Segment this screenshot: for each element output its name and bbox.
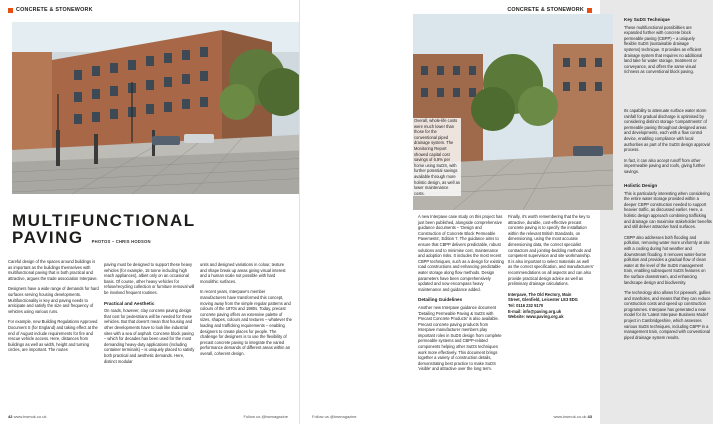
paragraph: Careful design of the spaces around buildings is as important as the buildings themselves with multifunctional paving that is both practical and attractive, argues the trade association Interpave. xyxy=(8,259,98,281)
subheading: Holistic Design xyxy=(624,183,658,188)
paragraph: In fact, it can also accept runoff from other impermeable paving and roofs, giving further savings. xyxy=(624,157,706,174)
section-marker-icon xyxy=(587,8,592,13)
section-label: CONCRETE & STONEWORK xyxy=(507,7,584,13)
left-column-2 xyxy=(104,262,196,369)
email-link[interactable]: E-mail: info@paving.org.uk xyxy=(508,308,562,314)
running-head-right xyxy=(507,7,592,13)
paragraph: Finally, it's worth remembering that the key to attractive, durable, cost-effective precast concrete paving is to specify the installation within the relevant British Standards, on dimensioning, using the most accurate dimensioning data, the correct specialist contractors and jointing-bedding methods and competent supervision and site workmanship. It is also important to select materials as well as the correct specification, and manufacturers' recommendations on all aspects and can also provide practical design advice as well as preliminary drainage calculations. xyxy=(508,214,594,287)
left-page xyxy=(0,0,300,424)
photo-credit: PHOTOS – CHRIS HODSON xyxy=(91,239,151,244)
running-head-left xyxy=(8,7,93,13)
paragraph: These multifunctional possibilities are expanded further with concrete block permeable paving (CBPP) – a uniquely flexible SuDS (sustainable drainage systems) technique. It provides an efficient drainage system that requires no additional land take for water storage, treatment or conveyance, and offers the same visual richness as conventional block paving. xyxy=(624,24,703,75)
right-column-1-bottom xyxy=(624,183,712,345)
paragraph: A new Interpave case study on this project has just been published, alongside comprehensive guidance documents – 'Design and Construction of Concrete Block Permeable Pavements', Edition 7. The guidance aims to ensure that CBPP delivers predictable, robust solutions and to minimise cost, maintenance and adoption risks. It includes the most recent CBPP techniques, such as a design for existing road constructions and enhancing predictable water storage along flow methods. Design parameters have been comprehensively updated and now encompass heavy maintenance and guidance added. xyxy=(418,214,504,292)
footer-site: www.bwmuk.co.uk xyxy=(13,414,47,419)
footer-left xyxy=(8,414,288,419)
right-column-3 xyxy=(508,214,594,320)
subheading: Key SuDS Technique xyxy=(624,17,670,22)
paragraph: Designers have a wide range of demands for hard surfaces serving housing developments. Multifunctionality is key and paving needs to anticipate and satisfy the size and frequency of vehicles using various runs. xyxy=(8,286,99,314)
right-column-2 xyxy=(418,214,504,377)
address-line: Interpave, The Old Rectory, Main xyxy=(508,291,572,297)
right-column-1-lower xyxy=(624,108,712,180)
title-line-2: PAVING xyxy=(12,228,84,247)
subheading: Detailing Guidelines xyxy=(418,297,463,303)
paragraph: This is particularly interesting when considering the entire water storage provided within a deeper CBPP construction needed to support heavier traffic, as discussed earlier. Here, a holistic design approach combining trafficking and drainage can maximise stakeholder benefits and still deliver attractive hard surfaces. xyxy=(624,190,712,230)
address-line: Street, Glenfield, Leicester LE3 8DG xyxy=(508,297,578,303)
paragraph: paving must be designed to support these heavy vehicles (for example, 15 tonne including high reach appliances), albeit only on an occasional basis. Of course, other heavy vehicles for refuse/recycling collection or furniture removal will be involved frequent routines. xyxy=(104,262,195,295)
website-link[interactable]: Website: www.paving.org.uk xyxy=(508,314,564,320)
left-column-3 xyxy=(200,262,292,362)
contact-address xyxy=(508,292,594,320)
footer-right xyxy=(312,414,592,419)
paragraph: The technology also allows for pipework, gullies and manholes, and means that they can reduce construction costs and speed up construction programmes. Interpave has generated a new model for its 'Latest Interpave Business Model' project in Cambridgeshire, which assesses various SuDS techniques, including CBPP in a management train, compared with conventional piped drainage system results. xyxy=(624,290,711,340)
page-number: 42 xyxy=(8,414,13,419)
paragraph: units and designed variations in colour, texture and shape break up areas giving visual interest and a human scale not possible with hard monolithic surfaces. xyxy=(200,262,286,284)
section-marker-icon xyxy=(8,8,13,13)
footer-site: www.bwmuk.co.uk xyxy=(553,414,587,419)
paragraph: For example, new Building Regulations Approved Document S (for England) and taking effect at the end of August include requirements for fire and rescue vehicle access. Here, distances from buildings as well as width, height and turning circles, are important. The routes xyxy=(8,319,98,353)
left-column-1 xyxy=(8,259,100,358)
section-label: CONCRETE & STONEWORK xyxy=(16,7,93,13)
page-number: 43 xyxy=(587,414,592,419)
right-page xyxy=(300,0,712,424)
article-title xyxy=(12,212,196,250)
footer-twitter: Follow us @bwmagazine xyxy=(243,414,288,419)
paragraph: Its capability to attenuate surface water storm rainfall for gradual discharge is optimised by considering distinct storage 'compartments' of permeable paving throughout designed areas and developments, each with a flow control device, enabling compliance with local authorities as part of the SuDS design approval process. xyxy=(624,108,710,153)
paragraph: On roads, however, clay concrete paving design that cost for pedestrians will be needed for these vehicles. But that doesn't mean that housing and other developments have to look like industrial sites with a sea of asphalt. Concrete block paving – which for decades has been used for the most demanding heavy-duty applications (including container terminals) – is uniquely placed to satisfy both practical and aesthetic demands. Here, distinct modular xyxy=(104,308,195,364)
title-line-1: MULTIFUNCTIONAL xyxy=(12,211,196,230)
phone: Tel: 0116 232 5170 xyxy=(508,302,544,308)
paragraph: In recent years, Interpave's member manufacturers have transformed this concept, moving away from the simple regular patterns and colours of the 1970s and 1980s. Today, precast concrete paving offers an extensive palette of sizes, shapes, colours and textures – whatever the loading and trafficking requirements – enabling designers to create places for people. The challenge for designers is to use the flexibility of precast concrete paving to integrate the varied performance demands of different areas within an overall, coherent design. xyxy=(200,289,292,356)
paragraph: Another new Interpave guidance document 'Detailing Permeable Paving & SuDS with Precast Concrete Products' is also available. Precast concrete paving products from Interpave manufacturer members play important roles in SuDS design from complete permeable systems and CBPP-related components helping other SuDS techniques work more effectively. This document brings together a variety of construction details, demonstrating best practice to make SuDS 'visible' and attractive over the long term. xyxy=(418,304,502,372)
article-photo-left xyxy=(12,22,312,194)
photo-overlay-text: Overall, whole-life costs were much lower than those for the conventional piped drainage system. The Monitoring Report showed capital cost savings of 6.8% per home using SuDS, with further potential savings available through more holistic design, as well as lower maintenance costs. xyxy=(414,118,460,196)
right-column-1 xyxy=(624,17,713,80)
subheading: Practical and Aesthetic xyxy=(104,300,155,306)
paragraph: CBPP also addresses both flooding and pollution, removing water more uniformly at site with a cooling during hot weather and downstream flooding. It removes water-borne pollution and provides a gradual flow of clean water at the level of the SuDS management train, enabling subsequent SuDS features on the surface downstream, and enhancing landscape design and biodiversity. xyxy=(624,234,710,285)
footer-twitter: Follow us @bwmagazine xyxy=(312,414,357,419)
